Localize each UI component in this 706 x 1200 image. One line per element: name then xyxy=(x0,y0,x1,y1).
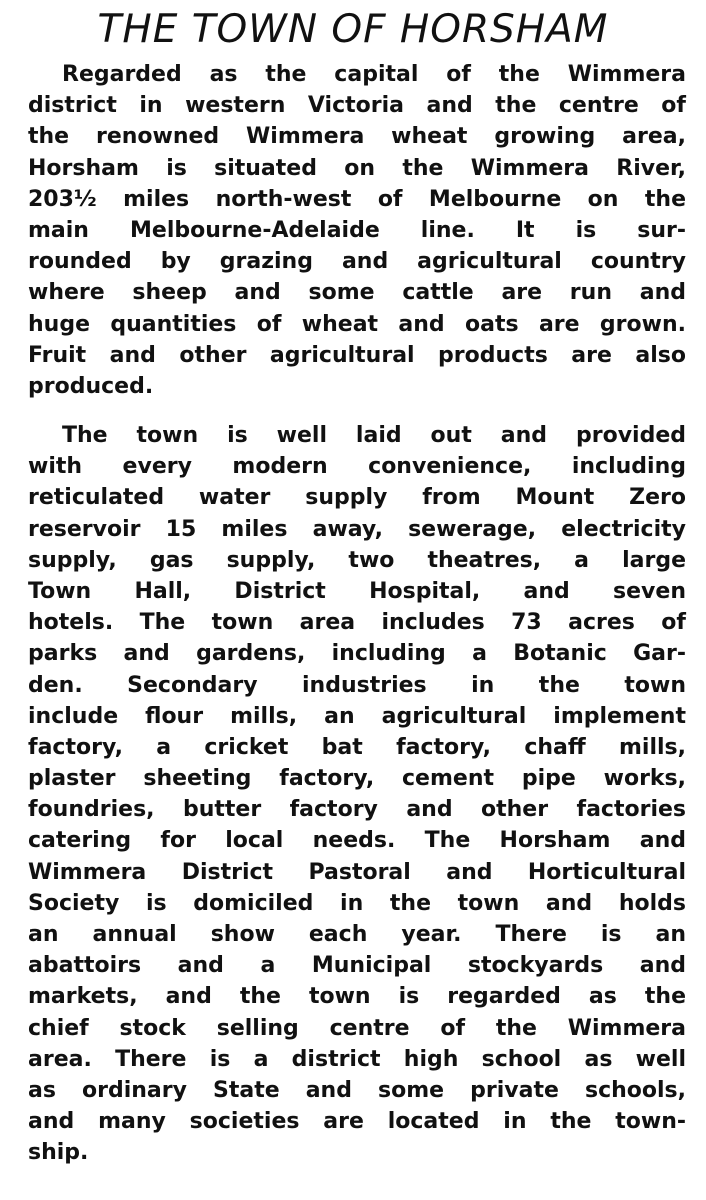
text-line: Wimmera District Pastoral and Horticultural xyxy=(28,859,686,885)
text-line: factory, a cricket bat factory, chaff mills, xyxy=(28,734,686,760)
text-line: where sheep and some cattle are run and xyxy=(28,280,686,306)
text-line: rounded by grazing and agricultural country xyxy=(28,249,686,275)
text-line: produced. xyxy=(28,373,154,399)
text-line: Fruit and other agricultural products are also xyxy=(28,342,686,368)
text-line: markets, and the town is regarded as the xyxy=(28,984,686,1010)
text-line: abattoirs and a Municipal stockyards and xyxy=(28,953,686,979)
text-line: district in western Victoria and the centre of xyxy=(28,93,686,119)
text-line: Society is domiciled in the town and holds xyxy=(28,890,686,916)
text-line: an annual show each year. There is an xyxy=(28,922,686,947)
text-line: Regarded as the capital of the Wimmera xyxy=(62,62,686,87)
text-line: The town is well laid out and provided xyxy=(62,423,686,448)
text-line: reticulated water supply from Mount Zero xyxy=(28,485,686,511)
paragraph-1 xyxy=(0,59,706,402)
text-line: and many societies are located in the town- xyxy=(28,1109,686,1135)
text-line: include flour mills, an agricultural implement xyxy=(28,703,686,729)
article-title: THE TOWN OF HORSHAM xyxy=(97,7,609,52)
text-line: as ordinary State and some private schools, xyxy=(28,1077,686,1103)
text-line: den. Secondary industries in the town xyxy=(28,672,686,698)
text-line: 203½ miles north-west of Melbourne on the xyxy=(28,186,686,212)
text-line: foundries, butter factory and other factories xyxy=(28,797,686,823)
text-line: the renowned Wimmera wheat growing area, xyxy=(28,124,686,150)
text-line: Horsham is situated on the Wimmera River, xyxy=(28,155,686,181)
text-line: with every modern convenience, including xyxy=(28,454,686,480)
text-line: ship. xyxy=(28,1140,89,1166)
text-line: huge quantities of wheat and oats are grown. xyxy=(28,311,686,337)
text-line: catering for local needs. The Horsham and xyxy=(28,828,686,854)
text-line: area. There is a district high school as well xyxy=(28,1046,686,1072)
text-line: plaster sheeting factory, cement pipe works, xyxy=(28,766,686,792)
text-line: hotels. The town area includes 73 acres of xyxy=(28,610,686,636)
text-line: chief stock selling centre of the Wimmera xyxy=(28,1015,686,1041)
text-line: reservoir 15 miles away, sewerage, electricity xyxy=(28,516,686,542)
text-line: main Melbourne-Adelaide line. It is sur- xyxy=(28,217,686,243)
text-line: supply, gas supply, two theatres, a large xyxy=(28,547,686,573)
paragraph-2 xyxy=(0,420,706,1169)
text-line: parks and gardens, including a Botanic Gar- xyxy=(28,641,686,667)
text-line: Town Hall, District Hospital, and seven xyxy=(28,578,686,604)
